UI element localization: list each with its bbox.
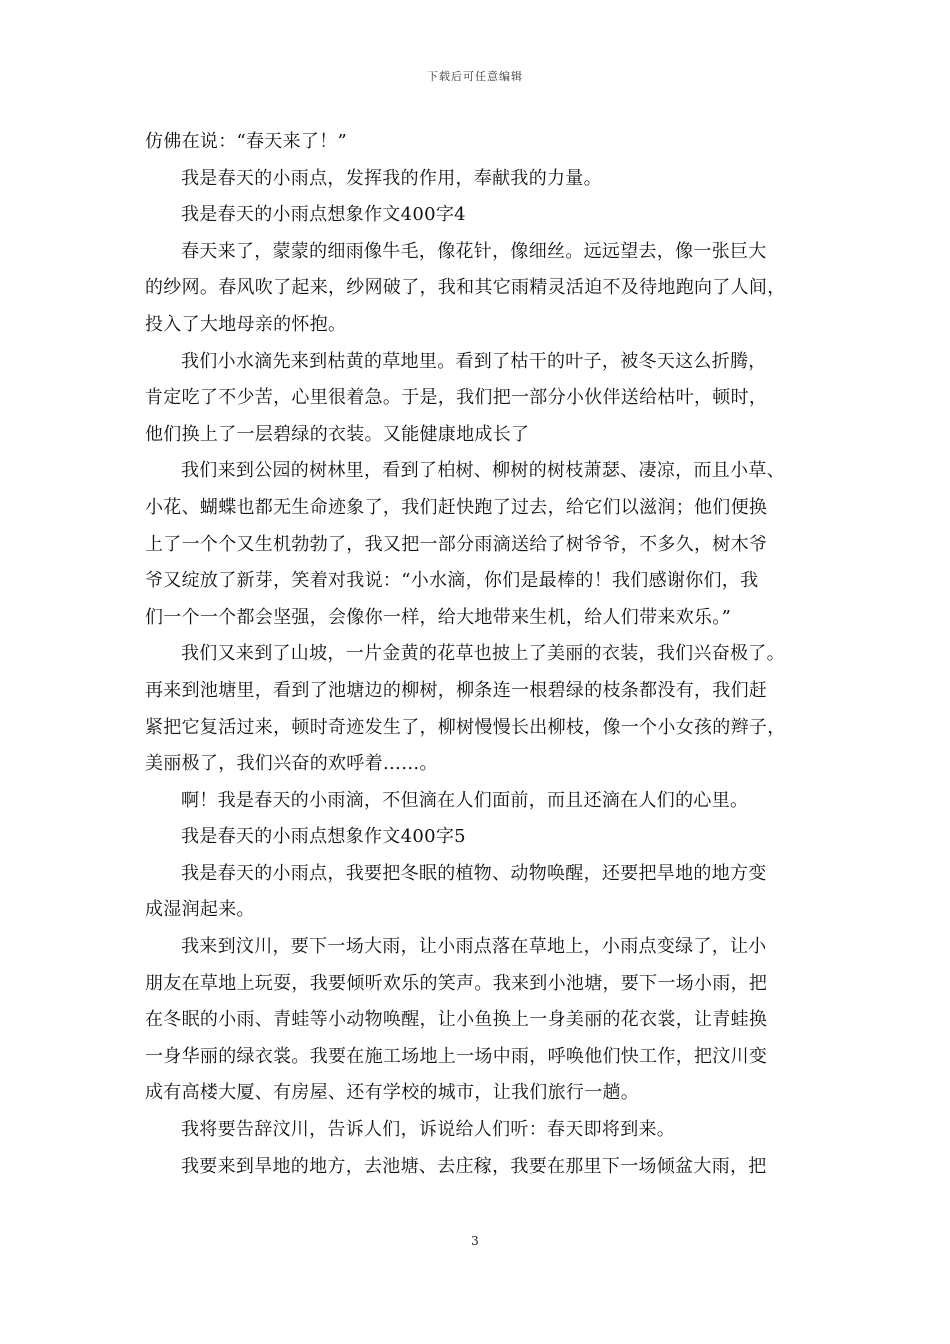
text-line: 成有高楼大厦、有房屋、还有学校的城市，让我们旅行一趟。 bbox=[145, 1082, 640, 1104]
text-line: 啊！我是春天的小雨滴，不但滴在人们面前，而且还滴在人们的心里。 bbox=[181, 789, 749, 811]
page-header: 下载后可任意编辑 bbox=[427, 70, 523, 83]
text-line: 我将要告辞汶川，告诉人们，诉说给人们听：春天即将到来。 bbox=[181, 1119, 676, 1141]
text-line: 成湿润起来。 bbox=[145, 899, 255, 921]
text-line: 他们换上了一层碧绿的衣装。又能健康地成长了 bbox=[145, 423, 530, 445]
text-line: 肯定吃了不少苦，心里很着急。于是，我们把一部分小伙伴送给枯叶，顿时， bbox=[145, 387, 768, 409]
page-number: 3 bbox=[471, 1234, 479, 1248]
text-line: 我是春天的小雨点想象作文400字4 bbox=[181, 204, 466, 226]
text-line: 在冬眠的小雨、青蛙等小动物唤醒，让小鱼换上一身美丽的花衣裳，让青蛙换 bbox=[145, 1009, 768, 1031]
text-line: 我们又来到了山坡，一片金黄的花草也披上了美丽的衣装，我们兴奋极了。 bbox=[181, 643, 785, 665]
text-line: 一身华丽的绿衣裳。我要在施工场地上一场中雨，呼唤他们快工作，把汶川变 bbox=[145, 1045, 768, 1067]
text-line: 紧把它复活过来，顿时奇迹发生了，柳树慢慢长出柳枝，像一个小女孩的辫子， bbox=[145, 716, 786, 738]
text-line: 我是春天的小雨点想象作文400字5 bbox=[181, 826, 466, 848]
text-line: 我是春天的小雨点，我要把冬眠的植物、动物唤醒，还要把旱地的地方变 bbox=[181, 862, 767, 884]
text-line: 上了一个个又生机勃勃了，我又把一部分雨滴送给了树爷爷，不多久，树木爷 bbox=[145, 533, 768, 555]
text-line: 投入了大地母亲的怀抱。 bbox=[145, 313, 347, 335]
text-line: 我来到汶川，要下一场大雨，让小雨点落在草地上，小雨点变绿了，让小 bbox=[181, 936, 767, 958]
text-line: 再来到池塘里，看到了池塘边的柳树，柳条连一根碧绿的枝条都没有，我们赶 bbox=[145, 679, 768, 701]
text-line: 朋友在草地上玩耍，我要倾听欢乐的笑声。我来到小池塘，要下一场小雨，把 bbox=[145, 972, 768, 994]
text-line: 的纱网。春风吹了起来，纱网破了，我和其它雨精灵活迫不及待地跑向了人间， bbox=[145, 277, 786, 299]
text-line: 爷又绽放了新芽，笑着对我说：“小水滴，你们是最棒的！我们感谢你们，我 bbox=[145, 570, 759, 592]
text-line: 我们来到公园的树林里，看到了柏树、柳树的树枝萧瑟、凄凉，而且小草、 bbox=[181, 460, 785, 482]
text-line: 我们小水滴先来到枯黄的草地里。看到了枯干的叶子，被冬天这么折腾， bbox=[181, 350, 767, 372]
text-line: 仿佛在说：“春天来了！” bbox=[145, 131, 348, 152]
text-line: 我是春天的小雨点，发挥我的作用，奉献我的力量。 bbox=[181, 167, 602, 189]
text-line: 们一个一个都会坚强，会像你一样，给大地带来生机，给人们带来欢乐。” bbox=[145, 606, 732, 628]
text-line: 美丽极了，我们兴奋的欢呼着……。 bbox=[145, 753, 438, 775]
text-line: 小花、蝴蝶也都无生命迹象了，我们赶快跑了过去，给它们以滋润；他们便换 bbox=[145, 496, 768, 518]
text-line: 春天来了，蒙蒙的细雨像牛毛，像花针，像细丝。远远望去，像一张巨大 bbox=[181, 240, 767, 262]
document-body bbox=[145, 124, 805, 1185]
text-line: 我要来到旱地的地方，去池塘、去庄稼，我要在那里下一场倾盆大雨，把 bbox=[181, 1155, 767, 1177]
